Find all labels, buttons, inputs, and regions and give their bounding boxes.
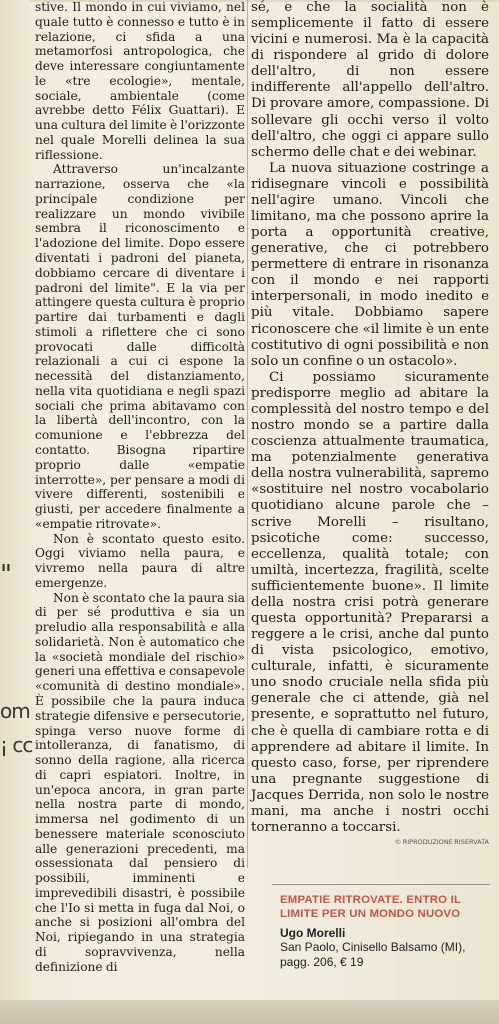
bottom-edge xyxy=(0,1000,499,1024)
paragraph: Attraverso un'incalzante narrazione, osserva che «la principale condizione per realizzare un mondo vivibile sembra il riconoscimento e l'adozione del limite. Dopo essere diventati i padroni del pianeta, dobbiamo cercare di diventare i padroni del limite". E la via per attingere questa cultura è proprio partire dai turbamenti e dagli stimoli a riflettere che ci sono provocati dalle difficoltà relazionali a cui ci espone la necessità del distanziamento, nella vita quotidiana e negli spazi sociali che prima abitavamo con la libertà dell'incontro, con la comunione e l'ebbrezza del contatto. Bisogna ripartire proprio dalle «empatie interrotte», per pensare a modi di vivere differenti, sostenibili e giusti, per accedere finalmente a «empatie ritrovate». xyxy=(35,162,245,531)
margin-fragment-quote: " xyxy=(0,560,11,590)
left-margin-strip xyxy=(0,0,33,1024)
paragraph: Non è scontato questo esito. Oggi viviamo nella paura, e vivremo nella paura di altre emergenze. xyxy=(35,531,245,590)
margin-fragment-om: om xyxy=(0,699,30,723)
paragraph: La nuova situazione costringe a ridisegnare vincoli e possibilità nell'agire umano. Vincoli che limitano, ma che possono aprire la porta a opportunità creative, generative, che ci potrebbero permettere di entrare in risonanza con il mondo e nei rapporti interpersonali, in modo inedito e più vitale. Dobbiamo sapere riconoscere che «il limite è un ente costitutivo di ogni possibilità e non solo un confine o un ostacolo». xyxy=(251,160,489,369)
column-divider xyxy=(247,0,248,868)
margin-fragment-cc: ¡ cc xyxy=(0,733,33,757)
book-author: Ugo Morelli xyxy=(280,926,346,940)
book-publisher: San Paolo, Cinisello Balsamo (MI), xyxy=(280,940,466,954)
copyright-notice: © RIPRODUZIONE RISERVATA xyxy=(394,838,489,847)
article-left-column xyxy=(35,0,245,975)
book-info-divider xyxy=(272,884,490,885)
book-details: pagg. 206, € 19 xyxy=(280,954,364,969)
paragraph: sé, e che la socialità non è semplicemente il fatto di essere vicini e numerosi. Ma è la capacità di rispondere al grido di dolore dell'altro, di non essere indifferente all'appello dell'altro. Di provare amore, compassione. Di sollevare gli occhi verso il volto dell'altro, che oggi ci appare sullo schermo delle chat e dei webinar. xyxy=(251,0,489,160)
book-info-box xyxy=(280,893,492,969)
paragraph: Non è scontato che la paura sia di per sé produttiva e sia un preludio alla responsabilità e alla solidarietà. Non è automatico che la «società mondiale del rischio» generi una effettiva e consapevole «comunità di destino mondiale». È possibile che la paura induca strategie difensive e persecutorie, spinga verso nuove forme di intolleranza, di fanatismo, di sonno della ragione, alla ricerca di capri espiatori. Inoltre, in un'epoca ancora, in gran parte nella nostra parte di mondo, immersa nel godimento di un benessere materiale sconosciuto alle generazioni precedenti, ma ossessionata dal pensiero di possibili, imminenti e imprevedibili disastri, è possibile che l'Io si metta in fuga dal Noi, o anche si posizioni all'ombra del Noi, ripiegando in una strategia di sopravvivenza, nella definizione di xyxy=(35,590,245,974)
paragraph: stive. Il mondo in cui viviamo, nel quale tutto è connesso e tutto è in relazione, ci sfida a una metamorfosi antropologica, che deve interessare congiuntamente le «tre ecologie», mentale, sociale, ambientale (come avrebbe detto Félix Guattari). E una cultura del limite è l'orizzonte nel quale Morelli delinea la sua riflessione. xyxy=(35,0,245,162)
paragraph: Ci possiamo sicuramente predisporre meglio ad abitare la complessità del nostro tempo e del nostro mondo se a partire dalla coscienza attualmente traumatica, ma potenzialmente generativa della nostra vulnerabilità, sapremo «sostituire nel nostro vocabolario quotidiano alcune parole che – scrive Morelli – risultano, psicotiche come: successo, eccellenza, qualità totale; con umiltà, incertezza, fragilità, scelte sufficientemente buone». Il limite della nostra crisi potrà generare questa opportunità? Prepararsi a reggere a le crisi, anche dal punto di vista psicologico, emotivo, culturale, infatti, è sicuramente uno snodo cruciale nella sfida più generale che ci attende, già nel presente, e soprattutto nel futuro, che è quella di cambiare rotta e di apprendere ad abitare il limite. In questo caso, forse, per riprendere una pregnante suggestione di Jacques Derrida, non solo le nostre mani, ma anche i nostri occhi torneranno a toccarsi. xyxy=(251,369,489,835)
article-right-column xyxy=(251,0,489,846)
book-title: EMPATIE RITROVATE. ENTRO IL LIMITE PER UN MONDO NUOVO xyxy=(280,894,461,920)
